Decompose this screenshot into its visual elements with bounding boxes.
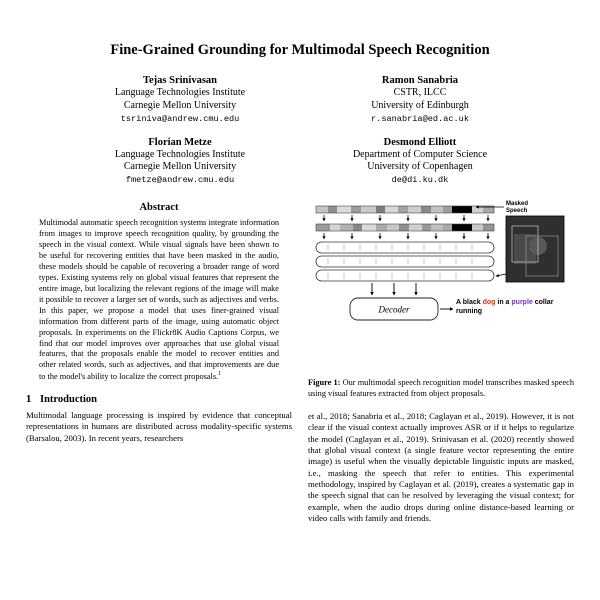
output-word: A [456,299,463,307]
figure-caption [308,378,574,400]
output-word-dog: dog [482,299,498,307]
author-block [65,75,295,124]
model-diagram [308,200,574,378]
image-thumbnail [506,216,564,282]
column2-body-text: et al., 2018; Sanabria et al., 2018; Caglayan et al., 2019). However, it is not clear if the visual context actually improves ASR or if it helps to regularize the model (Caglayan et al., 2019). Srinivasan et al. (2020) recently showed that global visual context (a single feature vector representing the entire image) is useful when the visually depictable linguistic inputs are masked, i.e., masking the speech that refer to entities. This experimental methodology, inspired by Caglayan et al. (2019), creates a systematic gap in the speech signal that can be resolved by leveraging the visual context; for example, when the audio drops during online distance-based learning or video calls with family and friends. [308,411,574,523]
figure-1-diagram [308,200,574,378]
author-name: Tejas Srinivasan [142,75,217,86]
author-affiliation: Carnegie Mellon University [123,161,237,173]
author-email: tsriniva@andrew.cmu.edu [120,113,240,124]
section-heading-introduction [26,394,292,405]
abstract-body-text: Multimodal automatic speech recognition systems integrate information from images to improve speech recognition quality, by grounding the speech in the visual context. While visual signals have been shown to be useful for recovering entities that have been masked in the audio, these models should be capable of recovering a broader range of word types. Existing systems rely on global visual features that represent the entire image, but localizing the relevant regions of the image will make it possible to recover a larger set of words, such as adjectives and verbs. In this paper, we propose a model that uses finer-grained visual information from different parts of the image, using automatic object proposals. In experiments on the Flickr8K Audio Captions Corpus, we find that our model improves over approaches that use global visual features, that the proposals enable the model to recover entities and other related words, such as adjectives, and that improvements are due to the model's ability to localize the correct proposals. [39,218,279,382]
author-email: de@di.ku.dk [391,175,449,186]
abstract-text [26,218,292,383]
paper-title: Fine-Grained Grounding for Multimodal Speech Recognition [110,42,490,58]
author-email: fmetze@andrew.cmu.edu [125,175,235,186]
column-right [308,200,574,524]
author-affiliation: Carnegie Mellon University [123,99,237,111]
decoder-label: Decoder [378,304,410,315]
author-affiliation: Language Technologies Institute [114,148,246,160]
arrow-down-icon [324,233,488,239]
masked-speech-segment [452,224,472,231]
encoder-stack [316,242,494,281]
introduction-text: Multimodal language processing is inspired by evidence that conceptual representations in humans are distributed across modality-specific systems (Barsalou, 2003). In recent years, researchers [26,410,292,443]
author-affiliation: CSTR, ILCC [393,87,447,98]
arrow-down-icon [324,215,488,221]
author-name: Florian Metze [148,136,212,148]
footnote-marker: 1 [218,371,222,378]
author-affiliation: University of Copenhagen [367,161,473,173]
section-title: Introduction [40,394,97,406]
figure-caption-text: Our multimodal speech recognition model transcribes masked speech using visual features extracted from object proposals. [308,378,574,399]
output-transcription [456,298,570,316]
author-name: Ramon Sanabria [381,75,459,86]
author-grid [65,75,535,185]
author-affiliation: Department of Computer Science [352,148,488,160]
author-block [305,75,535,124]
masked-speech-label-line2: Speech [506,208,528,215]
column-left [26,200,292,524]
two-column-body [0,185,600,524]
speech-feature-row-top [316,206,494,213]
masked-speech-segment [452,206,472,213]
author-block [305,137,535,186]
arrow-down-icon [372,283,416,295]
decoder-box [350,298,438,320]
author-email: r.sanabria@ed.ac.uk [371,113,469,124]
output-word: black [462,299,483,307]
speech-feature-row-bottom [316,224,494,231]
abstract-heading: Abstract [139,202,179,214]
masked-speech-label-line1: Masked [506,201,529,208]
author-name: Desmond Elliott [383,136,457,148]
author-block [65,137,295,186]
author-affiliation: Language Technologies Institute [114,87,246,98]
output-word: in a [497,299,512,307]
image-to-model-arrow [496,274,506,276]
output-word: collar running [456,299,554,316]
output-word-purple: purple [511,299,535,307]
section-number: 1 [26,394,32,406]
figure-caption-label: Figure 1: [308,378,341,388]
author-affiliation: University of Edinburgh [371,99,469,111]
